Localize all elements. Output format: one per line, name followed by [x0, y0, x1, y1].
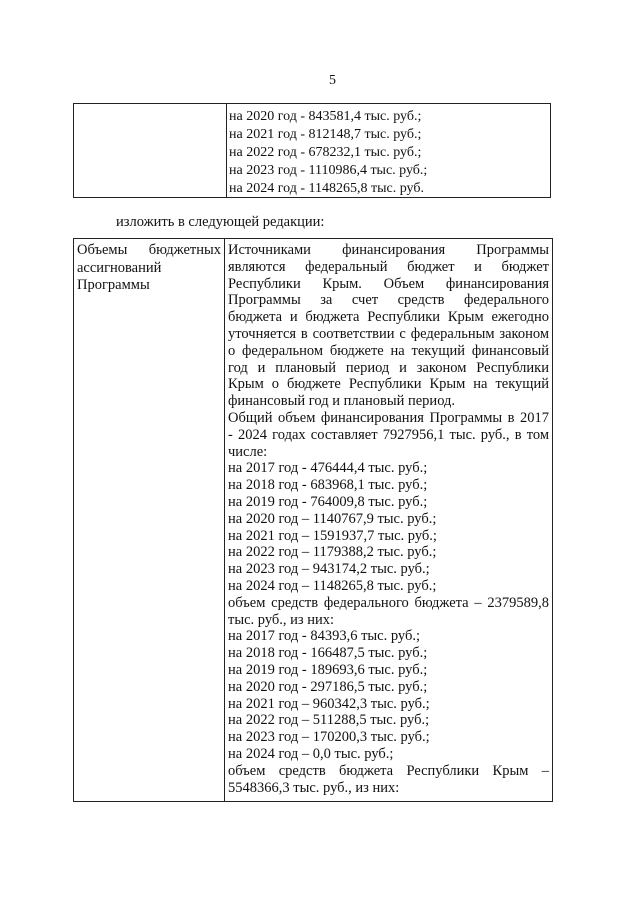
total-year-line: на 2018 год - 683968,1 тыс. руб.;: [228, 477, 428, 494]
intro-text: изложить в следующей редакции:: [116, 214, 325, 230]
funding-line-2024: на 2024 год - 1148265,8 тыс. руб.: [229, 181, 424, 196]
total-year-line: на 2021 год – 1591937,7 тыс. руб.;: [228, 527, 437, 544]
funding-table-new: [73, 238, 553, 802]
federal-budget-line: тыс. руб., из них:: [228, 611, 335, 628]
funding-line-2020: на 2020 год - 843581,4 тыс. руб.;: [229, 109, 422, 124]
total-funding-line: - 2024 годах составляет 7927956,1 тыс. руб., в том: [228, 426, 549, 443]
paragraph-line: о федеральном бюджете на текущий финансовый: [228, 342, 549, 359]
paragraph-line: Программы за счет средств федерального: [228, 292, 549, 309]
row-label-cell: [77, 242, 221, 295]
total-year-line: на 2019 год - 764009,8 тыс. руб.;: [228, 493, 428, 510]
funding-description-cell: [228, 242, 549, 796]
paragraph-line: финансовый год и плановый период.: [228, 393, 456, 410]
paragraph-line: Республики Крым. Объем финансирования: [228, 275, 549, 292]
page-number: 5: [329, 73, 336, 88]
column-divider: [226, 104, 227, 197]
federal-year-line: на 2017 год - 84393,6 тыс. руб.;: [228, 628, 420, 645]
funding-line-2022: на 2022 год - 678232,1 тыс. руб.;: [229, 145, 422, 160]
funding-line-2021: на 2021 год - 812148,7 тыс. руб.;: [229, 127, 422, 142]
total-year-line: на 2023 год – 943174,2 тыс. руб.;: [228, 561, 430, 578]
paragraph-line: год и плановый период и законом Республики: [228, 359, 549, 376]
federal-year-line: на 2020 год - 297186,5 тыс. руб.;: [228, 678, 428, 695]
federal-year-line: на 2019 год - 189693,6 тыс. руб.;: [228, 661, 428, 678]
funding-amounts-cell: [229, 108, 548, 198]
federal-year-line: на 2023 год – 170200,3 тыс. руб.;: [228, 729, 430, 746]
total-funding-line: Общий объем финансирования Программы в 2017: [228, 409, 549, 426]
row-label-line: Программы: [77, 277, 150, 293]
row-label-line: ассигнований: [77, 259, 162, 276]
federal-year-line: на 2022 год – 511288,5 тыс. руб.;: [228, 712, 430, 729]
federal-budget-line: объем средств федерального бюджета – 2379589,8: [228, 594, 549, 611]
column-divider: [224, 239, 225, 801]
crimea-budget-line: 5548366,3 тыс. руб., из них:: [228, 779, 400, 796]
total-funding-line: числе:: [228, 443, 268, 460]
total-year-line: на 2022 год – 1179388,2 тыс. руб.;: [228, 544, 437, 561]
row-label-line: Объемы бюджетных: [77, 242, 221, 258]
crimea-budget-line: объем средств бюджета Республики Крым –: [228, 762, 549, 779]
paragraph-line: Крым о бюджете Республики Крым на текущий: [228, 376, 549, 393]
paragraph-line: являются федеральный бюджет и бюджет: [228, 258, 549, 275]
federal-year-line: на 2021 год – 960342,3 тыс. руб.;: [228, 695, 430, 712]
total-year-line: на 2020 год – 1140767,9 тыс. руб.;: [228, 510, 437, 527]
paragraph-line: уточняется в соответствии с федеральным законом: [228, 325, 549, 342]
paragraph-line: Источниками финансирования Программы: [228, 242, 549, 258]
funding-line-2023: на 2023 год - 1110986,4 тыс. руб.;: [229, 163, 428, 178]
federal-year-line: на 2018 год - 166487,5 тыс. руб.;: [228, 645, 428, 662]
federal-year-line: на 2024 год – 0,0 тыс. руб.;: [228, 745, 394, 762]
funding-table-old: [73, 103, 551, 198]
total-year-line: на 2017 год - 476444,4 тыс. руб.;: [228, 460, 428, 477]
total-year-line: на 2024 год – 1148265,8 тыс. руб.;: [228, 577, 437, 594]
paragraph-line: бюджета и бюджета Республики Крым ежегодно: [228, 309, 549, 326]
